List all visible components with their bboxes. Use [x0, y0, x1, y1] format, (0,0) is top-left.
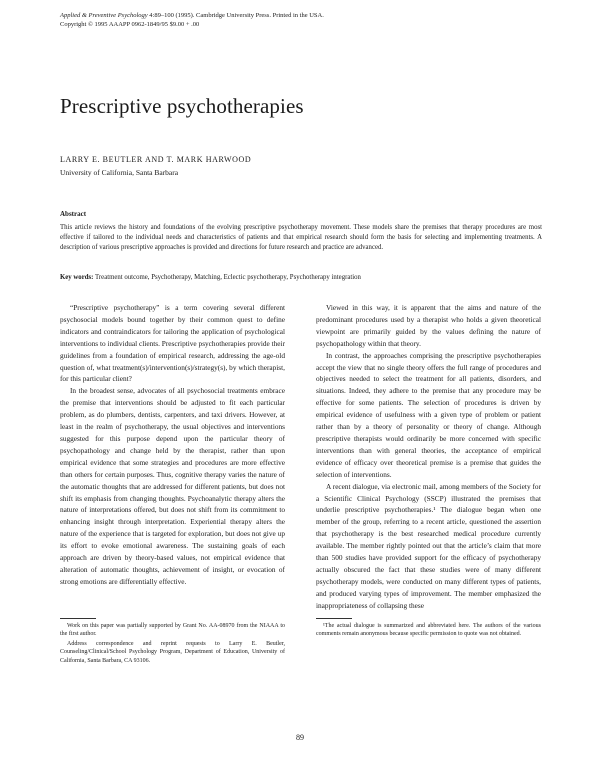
- journal-header: [60, 12, 540, 29]
- paragraph: “Prescriptive psychotherapy” is a term covering several different psychosocial models bound together by their common quest to define indicators and contraindicators for tailoring the application of psychological interventions to individual clients. Prescriptive psychotherapies provide their guidelines from a foundation of empirical research, addressing the age-old question of, what treatment(s)/intervention(s)/strategy(s), by which therapist, for this particular client?: [60, 303, 285, 384]
- body-column-left: [60, 302, 285, 614]
- footnote: Work on this paper was partially supported by Grant No. AA-08970 from the NIAAA to the first author.: [60, 623, 285, 638]
- paragraph: In contrast, the approaches comprising the prescriptive psychotherapies accept the view that no single theory offers the full range of procedures and objectives needed to select the treatment for all patients, disorders, and situations. Indeed, they adhere to the premise that any procedure may be effective for some patients. The selection of procedures is driven by empirical evidence of usefulness with a given type of problem or patient rather than by a theory of personality or theory of change. Although prescriptive therapists would ordinarily be more concerned with specific interventions than with general theories, the acceptance of empirical evidence of efficacy over theoretical premise is a premise that guides the selection of interventions.: [316, 350, 541, 479]
- keywords: [60, 273, 542, 283]
- footnote-divider: [316, 618, 352, 619]
- footnotes-left: [60, 622, 285, 666]
- keywords-text: Treatment outcome, Psychotherapy, Matching, Eclectic psychotherapy, Psychotherapy integration: [93, 274, 361, 281]
- page-number: 89: [296, 733, 304, 742]
- journal-citation: 4:89–100 (1995). Cambridge University Press. Printed in the USA.: [147, 12, 324, 19]
- keywords-label: Key words:: [60, 274, 94, 281]
- footnote: Address correspondence and reprint requests to Larry E. Beutler, Counseling/Clinical/School Psychology Program, Department of Education, University of California, Santa Barbara, CA 93106.: [60, 640, 285, 664]
- footnote: ¹The actual dialogue is summarized and abbreviated here. The authors of the various comments remain anonymous because specific permission to quote was not obtained.: [316, 623, 541, 638]
- paragraph: Viewed in this way, it is apparent that the aims and nature of the predominant procedures used by a therapist who holds a given theoretical viewpoint are primarily guided by the values defining the nature of psychopathology within that theory.: [316, 303, 541, 348]
- paragraph: In the broadest sense, advocates of all psychosocial treatments embrace the premise that interventions should be adjusted to fit each particular problem, as do plumbers, dentists, carpenters, and taxi drivers. However, at least in the realm of psychotherapy, the usual objectives and interventions suggested for this purpose depend upon the particular theory of psychopathology and change held by the therapist, rather than upon empirical evidence that some strategies and procedures are more effective than others for certain purposes. Thus, cognitive therapy varies the nature of the automatic thoughts that are addressed for different patients, but does not shift its emphasis from changing thoughts. Psychoanalytic therapy alters the nature of interpretations offered, but does not shift from its commitment to enhancing insight through interpretation. Experiential therapy alters the nature of the experience that is targeted for exploration, but does not give up its effort to evoke emotional awareness. The sustaining goals of each approach are driven by theory-based values, not empirical evidence that alteration of automatic thoughts, achievement of insight, or evocation of strong emotions are differentially effective.: [60, 386, 285, 586]
- body-column-right: [316, 302, 541, 614]
- journal-name: Applied & Preventive Psychology: [60, 12, 148, 19]
- affiliation: University of California, Santa Barbara: [60, 168, 179, 177]
- abstract-heading: Abstract: [60, 210, 87, 218]
- article-title: Prescriptive psychotherapies: [60, 94, 304, 118]
- footnotes-right: [316, 622, 541, 640]
- author-line: LARRY E. BEUTLER AND T. MARK HARWOOD: [60, 155, 252, 164]
- copyright-line: Copyright © 1995 AAAPP 0962-1849/95 $9.00 + .00: [60, 20, 200, 28]
- abstract-text: This article reviews the history and foundations of the evolving prescriptive psychotherapy movement. These models share the premises that therapy procedures are most effective if tailored to the individual needs and characteristics of patients and that empirical research should form the basis for selecting and implementing treatments. A description of various prescriptive approaches is provided and directions for future research and practice are advanced.: [60, 224, 542, 251]
- paragraph: A recent dialogue, via electronic mail, among members of the Society for a Scientific Clinical Psychology (SSCP) illustrated the premises that underlie prescriptive psychotherapies.¹ The dialogue began when one member of the group, referring to a recent article, questioned the assertion that psychotherapy is the best researched medical procedure currently available. The member rightly pointed out that the article’s claim that more than 500 studies have provided support for the efficacy of psychotherapy actually obscured the fact that these studies were of many different psychotherapy models, were conducted on many different types of patients, and produced varying types of improvement. The member emphasized the inappropriateness of collapsing these: [316, 481, 541, 610]
- footnote-divider: [60, 618, 96, 619]
